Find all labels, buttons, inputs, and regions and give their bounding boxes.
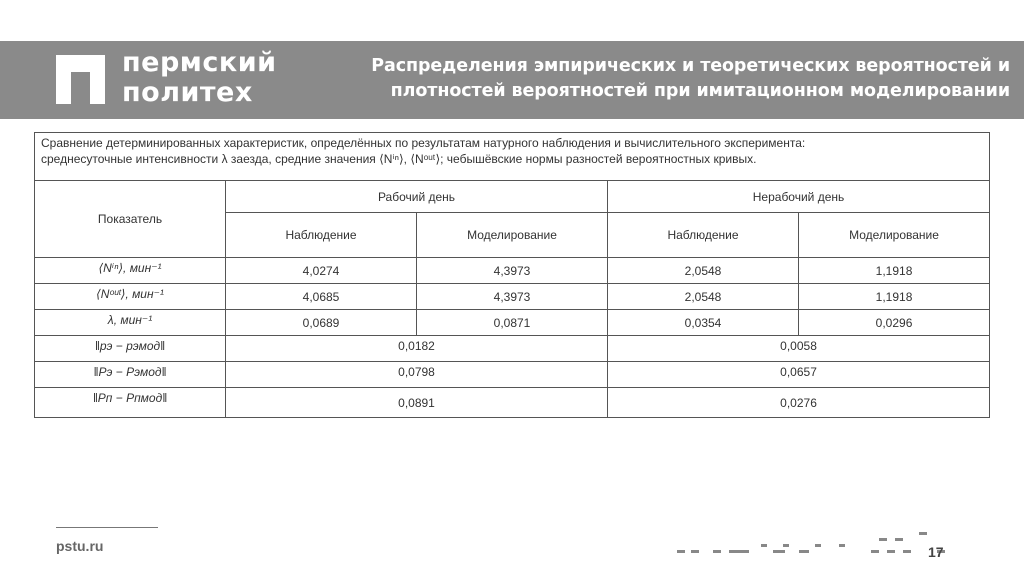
brand-line-2: политех: [122, 77, 253, 108]
cell-value: 0,0657: [608, 362, 990, 388]
cell-value: 0,0276: [608, 388, 990, 418]
cell-value: 0,0871: [417, 310, 608, 336]
row-label: ⟨Nⁱⁿ⟩, мин⁻¹: [35, 258, 226, 284]
table-row: [35, 258, 990, 284]
cell-value: 2,0548: [608, 284, 799, 310]
row-label: λ, мин⁻¹: [35, 310, 226, 336]
brand-logo: [122, 48, 277, 108]
table-caption-line-2: среднесуточные интенсивности λ заезда, средние значения ⟨Nⁱⁿ⟩, ⟨Nᵒᵘᵗ⟩; чебышёвские нормы разностей вероятностных кривых.: [41, 152, 757, 166]
comparison-table-wrapper: [34, 132, 989, 418]
cell-value: 0,0354: [608, 310, 799, 336]
cell-value: 4,0274: [226, 258, 417, 284]
decorative-dashes-icon: [675, 530, 965, 560]
comparison-table: [34, 132, 990, 418]
cell-value: 0,0296: [799, 310, 990, 336]
row-label: ‖Pп − Pпмод‖: [35, 388, 226, 418]
slide-title: [290, 54, 1010, 104]
row-label: ‖Pэ − Pэмод‖: [35, 362, 226, 388]
nonworkday-observation-header: Наблюдение: [608, 213, 799, 258]
brand-line-1: пермский: [122, 47, 277, 78]
cell-value: 2,0548: [608, 258, 799, 284]
slide-title-line-2: плотностей вероятностей при имитационном моделировании: [390, 81, 1010, 101]
cell-value: 4,0685: [226, 284, 417, 310]
row-label: ⟨Nᵒᵘᵗ⟩, мин⁻¹: [35, 284, 226, 310]
cell-value: 4,3973: [417, 284, 608, 310]
cell-value: 0,0058: [608, 336, 990, 362]
workday-observation-header: Наблюдение: [226, 213, 417, 258]
page-number: 17: [928, 544, 944, 560]
table-row: [35, 336, 990, 362]
table-row: [35, 362, 990, 388]
group-workday-header: Рабочий день: [226, 181, 608, 213]
table-row: [35, 284, 990, 310]
cell-value: 1,1918: [799, 258, 990, 284]
group-nonworkday-header: Нерабочий день: [608, 181, 990, 213]
cell-value: 0,0891: [226, 388, 608, 418]
cell-value: 0,0689: [226, 310, 417, 336]
cell-value: 0,0182: [226, 336, 608, 362]
table-row: [35, 310, 990, 336]
workday-modeling-header: Моделирование: [417, 213, 608, 258]
slide-title-line-1: Распределения эмпирических и теоретических вероятностей и: [371, 56, 1010, 76]
cell-value: 4,3973: [417, 258, 608, 284]
indicator-header: Показатель: [35, 181, 226, 258]
cell-value: 0,0798: [226, 362, 608, 388]
logo-mark-icon: [56, 55, 105, 104]
footer-url[interactable]: pstu.ru: [56, 538, 104, 554]
cell-value: 1,1918: [799, 284, 990, 310]
table-caption: [35, 133, 990, 181]
table-caption-line-1: Сравнение детерминированных характеристик, определённых по результатам натурного наблюдения и вычислительного эксперимента:: [41, 136, 806, 150]
table-row: [35, 388, 990, 418]
row-label: ‖pэ − pэмод‖: [35, 336, 226, 362]
footer-divider: [56, 527, 158, 528]
nonworkday-modeling-header: Моделирование: [799, 213, 990, 258]
